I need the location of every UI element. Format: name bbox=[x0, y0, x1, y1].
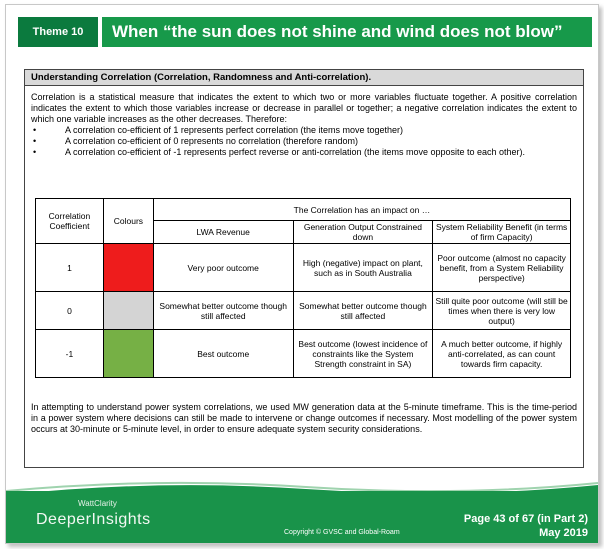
page-footer bbox=[6, 491, 598, 543]
generation-cell: High (negative) impact on plant, such as in South Australia bbox=[293, 244, 433, 292]
colour-swatch-grey bbox=[103, 292, 153, 330]
reliability-cell: Still quite poor outcome (will still be times when there is very low output) bbox=[433, 292, 571, 330]
header-colours: Colours bbox=[103, 199, 153, 244]
header-generation-output: Generation Output Constrained down bbox=[293, 221, 433, 244]
generation-cell: Somewhat better outcome though still affected bbox=[293, 292, 433, 330]
page-number: Page 43 of 67 (in Part 2) bbox=[463, 513, 588, 525]
correlation-table bbox=[35, 198, 571, 378]
copyright-text: Copyright © GVSC and Global-Roam bbox=[284, 529, 400, 536]
lwa-cell: Very poor outcome bbox=[153, 244, 293, 292]
header-system-reliability: System Reliability Benefit (in terms of firm Capacity) bbox=[433, 221, 571, 244]
generation-cell: Best outcome (lowest incidence of constraints like the System Strength constraint in SA) bbox=[293, 330, 433, 378]
reliability-cell: A much better outcome, if highly anti-correlated, as can count towards firm capacity. bbox=[433, 330, 571, 378]
theme-tag: Theme 10 bbox=[16, 15, 100, 49]
correlation-box bbox=[24, 69, 584, 468]
page-title: When “the sun does not shine and wind does not blow” bbox=[100, 15, 594, 49]
theme-header bbox=[16, 15, 594, 49]
bullet-item: • A correlation co-efficient of 1 represents perfect correlation (the items move together) bbox=[31, 125, 577, 136]
bullet-list bbox=[25, 125, 583, 158]
lwa-cell: Best outcome bbox=[153, 330, 293, 378]
section-heading: Understanding Correlation (Correlation, Randomness and Anti-correlation). bbox=[25, 70, 583, 86]
lwa-cell: Somewhat better outcome though still affected bbox=[153, 292, 293, 330]
bullet-item: • A correlation co-efficient of 0 represents no correlation (therefore random) bbox=[31, 136, 577, 147]
intro-paragraph: Correlation is a statistical measure that indicates the extent to which two or more variables fluctuate together. A positive correlation indicates the extent to which those variables increase or decrease in parallel or together; a negative correlation indicates the extent to which one variable increases as the other decreases. Therefore: bbox=[31, 92, 577, 124]
brand-logo-small: WattClarity bbox=[78, 499, 117, 508]
brand-logo: DeeperInsights bbox=[36, 511, 151, 528]
document-page bbox=[5, 4, 599, 544]
colour-swatch-red bbox=[103, 244, 153, 292]
colour-swatch-green bbox=[103, 330, 153, 378]
coefficient-cell: 1 bbox=[36, 244, 104, 292]
coefficient-cell: 0 bbox=[36, 292, 104, 330]
reliability-cell: Poor outcome (almost no capacity benefit, from a System Reliability perspective) bbox=[433, 244, 571, 292]
table-row bbox=[36, 292, 571, 330]
publication-date: May 2019 bbox=[539, 527, 588, 539]
coefficient-cell: -1 bbox=[36, 330, 104, 378]
header-impact-group: The Correlation has an impact on … bbox=[153, 199, 570, 221]
closing-paragraph: In attempting to understand power system correlations, we used MW generation data at the 5-minute timeframe. This is the time-period in a power system where decisions can still be made to intervene or change outcomes if necessary. Most modelling of the power system occurs at 30-minute or 5-minute level, in order to ensure adequate system security considerations. bbox=[31, 402, 577, 434]
header-lwa-revenue: LWA Revenue bbox=[153, 221, 293, 244]
header-coefficient: Correlation Coefficient bbox=[36, 199, 104, 244]
bullet-item: • A correlation co-efficient of -1 represents perfect reverse or anti-correlation (the items move opposite to each other). bbox=[31, 147, 577, 158]
table-row bbox=[36, 330, 571, 378]
table-row bbox=[36, 244, 571, 292]
